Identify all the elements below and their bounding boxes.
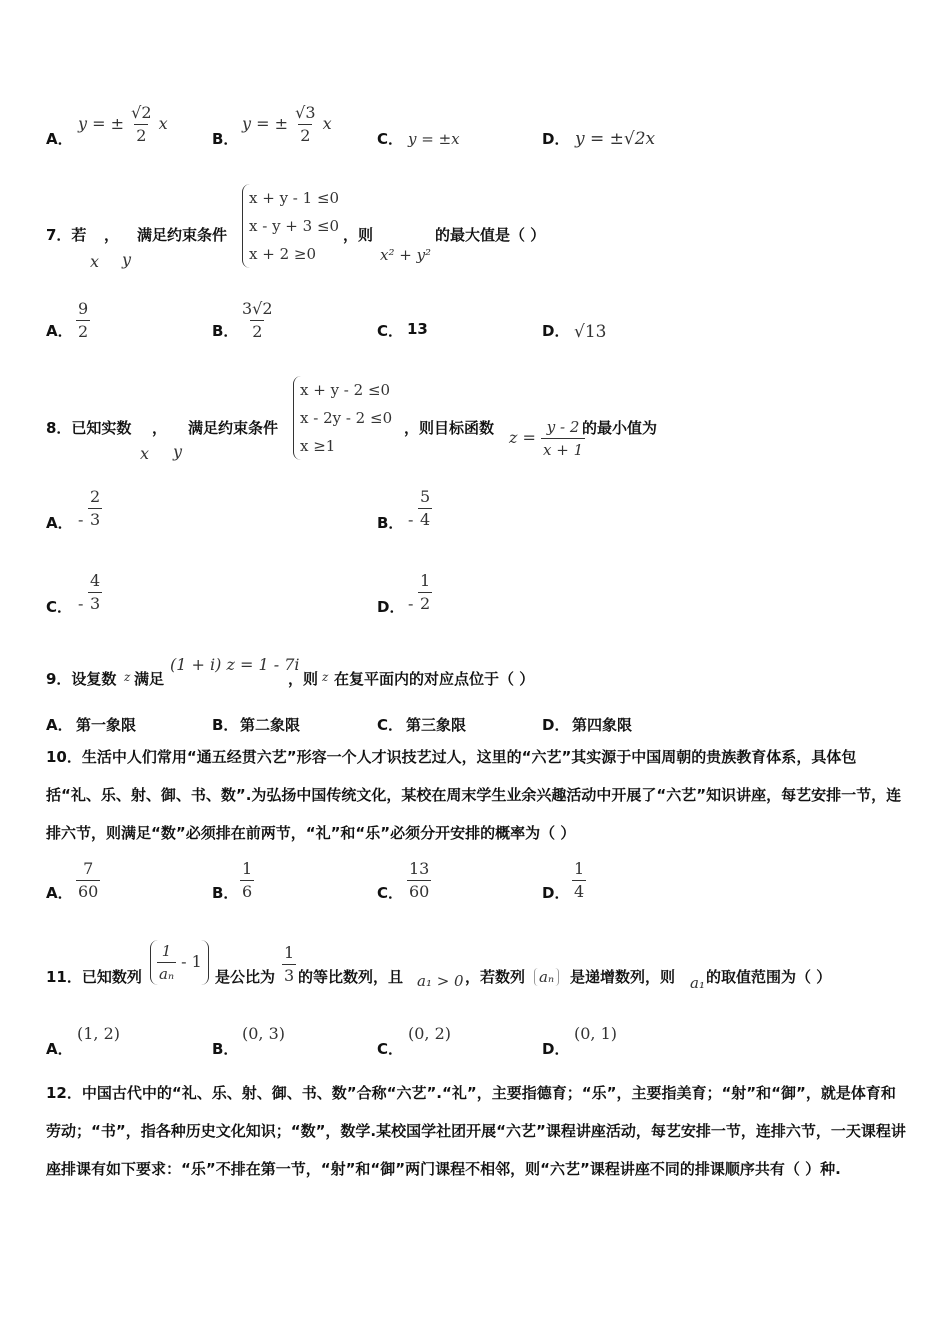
option-label: D． xyxy=(542,1040,570,1058)
frac-den: 4 xyxy=(574,882,585,901)
q9-number: 9．设复数 xyxy=(46,670,117,688)
q11-a1-pos: a₁ > 0 xyxy=(417,972,464,990)
constraint: x + 2 ≥0 xyxy=(249,245,316,263)
constraint: x - y + 3 ≤0 xyxy=(249,217,340,235)
q9-var-z2: z xyxy=(322,670,329,684)
frac-den: 2 xyxy=(420,594,431,613)
frac-num: 3√2 xyxy=(242,299,273,318)
option-text: 第一象限 xyxy=(76,716,137,734)
constraint: x + y - 2 ≤0 xyxy=(300,381,391,399)
option-sign: - xyxy=(78,594,84,613)
frac-num: 9 xyxy=(78,299,89,318)
option-label: C． xyxy=(46,598,73,616)
option-label: C． xyxy=(377,884,404,902)
q7-constraints xyxy=(242,184,339,268)
option-label: B． xyxy=(212,1040,239,1058)
constraint: x + y - 1 ≤0 xyxy=(249,189,340,207)
q11-a1: a₁ xyxy=(690,974,705,992)
frac-num: y - 2 xyxy=(546,418,580,436)
frac-den: 60 xyxy=(409,882,430,901)
frac-den: 2 xyxy=(78,322,89,341)
frac-den: aₙ xyxy=(157,962,176,985)
frac-den: 2 xyxy=(136,126,147,145)
option-sign: - xyxy=(408,594,414,613)
frac-num: 1 xyxy=(420,571,431,590)
option-expr: y = ±x xyxy=(408,130,460,148)
option-value: (0, 3) xyxy=(242,1024,286,1043)
option-label: A． xyxy=(46,716,73,734)
option-sign: - xyxy=(408,510,414,529)
option-value: √13 xyxy=(574,322,607,342)
q7-comma: ， xyxy=(104,226,120,244)
frac-num: 7 xyxy=(83,859,94,878)
constraint: x - 2y - 2 ≤0 xyxy=(300,409,393,427)
option-value: 13 xyxy=(407,320,428,338)
q11-inc: 是递增数列，则 xyxy=(570,968,676,986)
frac-num: 2 xyxy=(90,487,101,506)
frac-num: 1 xyxy=(574,859,585,878)
q8-constraints xyxy=(293,376,392,460)
option-label: A． xyxy=(46,884,73,902)
frac-den: x + 1 xyxy=(541,438,585,461)
q11-an: aₙ xyxy=(534,968,559,986)
option-value: (0, 1) xyxy=(574,1024,618,1043)
q9-satisfy: 满足 xyxy=(134,670,165,688)
q11-ratio-text: 是公比为 xyxy=(215,968,276,986)
frac-num: 13 xyxy=(409,859,430,878)
frac-num: 4 xyxy=(90,571,101,590)
option-label: B． xyxy=(212,322,239,340)
option-label: B． xyxy=(212,130,239,148)
z-lhs: z = xyxy=(509,428,536,447)
option-value: (0, 2) xyxy=(408,1024,452,1043)
q7-number: 7．若 xyxy=(46,226,87,244)
q7-var-y: y xyxy=(122,250,132,269)
frac-den: 2 xyxy=(300,126,311,145)
option-label: B． xyxy=(212,716,239,734)
frac-den: 2 xyxy=(252,322,263,341)
frac-den: 6 xyxy=(242,882,253,901)
seq-minus: - 1 xyxy=(181,952,202,971)
option-label: C． xyxy=(377,1040,404,1058)
q11-if-seq: ，若数列 xyxy=(465,968,526,986)
option-label: B． xyxy=(377,514,404,532)
frac-num: 1 xyxy=(242,859,253,878)
q8-comma: ， xyxy=(152,419,168,437)
q7-cond: 满足约束条件 xyxy=(137,226,228,244)
frac-den: 3 xyxy=(284,966,295,985)
frac-den: 3 xyxy=(90,594,101,613)
q8-var-x: x xyxy=(140,444,150,463)
q8-cond: 满足约束条件 xyxy=(188,419,279,437)
q12-text: 12．中国古代中的“礼、乐、射、御、书、数”合称“六艺”.“礼”，主要指德育；“乐”，主要指美育；“射”和“御”，就是体育和劳动；“书”，指各种历史文化知识；“数”，数学.某校国学社团开展“六艺”课程讲座活动，每艺安排一节，连排六节，一天课程讲座排课有如下要求：“乐”不排在第一节，“射”和“御”两门课程不相邻，则“六艺”课程讲座不同的排课顺序共有（ ）种. xyxy=(46,1084,906,1178)
frac-den: 60 xyxy=(78,882,99,901)
q7-var-x: x xyxy=(90,252,100,271)
option-label: A． xyxy=(46,514,73,532)
q9-var-z: z xyxy=(124,670,131,684)
frac-den: 3 xyxy=(90,510,101,529)
option-label: A． xyxy=(46,1040,73,1058)
q9-then: ，则 xyxy=(288,670,319,688)
expr-post: x xyxy=(158,114,168,133)
q8-then: ，则目标函数 xyxy=(404,419,495,437)
option-label: D． xyxy=(542,884,570,902)
option-label: A． xyxy=(46,322,73,340)
q11-ask: 的取值范围为（ ） xyxy=(706,968,832,986)
q10-text: 10．生活中人们常用“通五经贯六艺”形容一个人才识技艺过人，这里的“六艺”其实源于中国周朝的贵族教育体系，具体包括“礼、乐、射、御、书、数”.为弘扬中国传统文化，某校在周末学生业余兴趣活动中开展了“六艺”知识讲座，每艺安排一节，连排六节，则满足“数”必须排在前两节，“礼”和“乐”必须分开安排的概率为（ ） xyxy=(46,748,902,842)
frac-den: 4 xyxy=(420,510,431,529)
option-label: C． xyxy=(377,322,404,340)
frac-num: 5 xyxy=(420,487,431,506)
expr-pre: y = ± xyxy=(78,114,125,133)
expr-post: x xyxy=(322,114,332,133)
q8-ask: 的最小值为 xyxy=(582,419,658,437)
option-text: 第二象限 xyxy=(240,716,301,734)
constraint: x ≥1 xyxy=(300,437,336,455)
q9-equation: (1 + i) z = 1 - 7i xyxy=(170,655,300,674)
option-value: (1, 2) xyxy=(77,1024,121,1043)
option-label: D． xyxy=(542,322,570,340)
option-label: D． xyxy=(542,130,570,148)
option-sign: - xyxy=(78,510,84,529)
q8-var-y: y xyxy=(173,442,183,461)
option-text: 第三象限 xyxy=(406,716,467,734)
q8-number: 8．已知实数 xyxy=(46,419,132,437)
q7-target: x² + y² xyxy=(380,246,432,264)
option-label: D． xyxy=(377,598,405,616)
option-label: C． xyxy=(377,130,404,148)
q11-number: 11．已知数列 xyxy=(46,968,142,986)
q7-then: ，则 xyxy=(343,226,374,244)
frac-num: 1 xyxy=(161,942,172,960)
q7-ask: 的最大值是（ ） xyxy=(435,226,546,244)
option-expr: y = ±√2x xyxy=(575,129,656,149)
option-text: 第四象限 xyxy=(572,716,633,734)
option-label: B． xyxy=(212,884,239,902)
option-label: D． xyxy=(542,716,570,734)
expr-pre: y = ± xyxy=(242,114,289,133)
option-label: A． xyxy=(46,130,73,148)
frac-num: 1 xyxy=(284,943,295,962)
frac-num: √2 xyxy=(131,103,152,122)
q11-geo: 的等比数列，且 xyxy=(298,968,404,986)
option-label: C． xyxy=(377,716,404,734)
q9-rest: 在复平面内的对应点位于（ ） xyxy=(334,670,535,688)
frac-num: √3 xyxy=(295,103,316,122)
